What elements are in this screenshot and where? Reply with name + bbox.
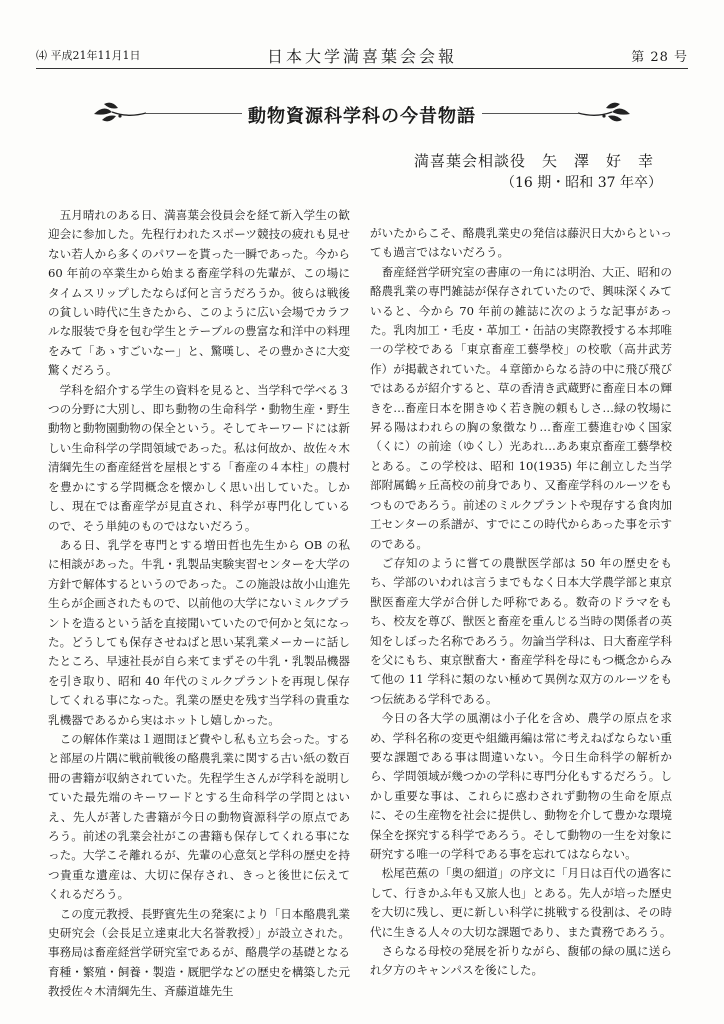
paragraph: 畜産経営学研究室の書庫の一角には明治、大正、昭和の酪農乳業の専門雑誌が保存されていたので、興味深くみていると、今から 70 年前の雑誌に次のような記事があった。乳肉加工・毛皮・革加工・缶詰の実際教授する本邦唯一の学校である「東京畜産工藝學校」の校歌（高井武芳作）が掲載されていた。４章節からなる詩の中に飛び飛びではあるが紹介すると、草の香清き武蔵野に畜産日本の輝きを…畜産日本を開きゆく若き腕の頼もしさ…緑の牧場に昇る陽はわれらの胸の象徴なり…畜産工藝進むゆく国家（くに）の前途（ゆくし）光あれ…ああ東京畜産工藝學校とある。この学校は、昭和 10(1935) 年に創立した当学部附属鶴ヶ丘高校の前身であり、又畜産学科のルーツをもつものであろう。前述のミルクプラントや現存する食肉加工センターの系譜が、すでにこの時代からあった事を示すのである。 xyxy=(370,264,672,551)
paragraph: 学科を紹介する学生の資料を見ると、当学科で学べる３つの分野に大別し、即ち動物の生命科学・動物生産・野生動物と動物園動物の保全という。そしてキーワードには新しい生命科学の学問領域であった。私は何故か、故佐々木清綱先生の畜産経営を屋根とする「畜産の４本柱」の農村を豊かにする学問概念を懐かしく思い出していた。しかし、現在では畜産学が見直され、科学が専門化しているので、そう単純のものではないだろう。 xyxy=(48,382,350,533)
paragraph: さらなる母校の発展を祈りながら、馥郁の緑の風に送られ夕方のキャンパスを後にした。 xyxy=(370,944,672,978)
page-header xyxy=(36,44,688,66)
paragraph: 今日の各大学の風潮は小子化を含め、農学の原点を求め、学科名称の変更や組織再編は常に考えねばならない重要な課題である事は間違いない。今日生命科学の解析から、学問領域が幾つかの学科に専門分化もするだろう。しかし重要な事は、これらに惑わされず動物の生命を原点に、その生産物を社会に提供し、動物を介して豊かな環境保全を探究する科学であろう。そして動物の一生を対象に研究する唯一の学科である事を忘れてはならない。 xyxy=(370,711,672,861)
paragraph: この解体作業は１週間ほど費やし私も立ち会った。すると部屋の片隅に戦前戦後の酪農乳業に関する古い紙の数百冊の書籍が収納されていた。先程学生さんが学科を説明していた最先端のキーワードとする生命科学の学問とはいえ、先人が著した書籍が今日の動物資源科学の原点であろう。前述の乳業会社がこの書籍も保存してくれる事になった。大学こそ離れるが、先輩の心意気と学科の歴史を持つ貴重な遺産は、大切に保存され、きっと後世に伝えてくれるだろう。 xyxy=(48,731,350,902)
article-title: 動物資源科学科の今昔物語 xyxy=(90,102,634,128)
paragraph: 松尾芭蕉の「奥の細道」の序文に「月日は百代の過客にして、行きかふ年も又旅人也」とある。先人が培った歴史を大切に残し、更に新しい科学に挑戦する役割は、その時代に生きる人々の大切な課題であり、また責務であろう。 xyxy=(370,866,672,939)
author-note: （16 期・昭和 37 年卒） xyxy=(501,175,662,191)
paragraph: この度元教授、長野賓先生の発案により「日本酪農乳業史研究会（会長足立達東北大名誉教授）」が設立された。事務局は畜産経営学研究室であるが、酪農学の基礎となる育種・繁殖・飼養・製造・厩肥学などの歴史を構築した元教授佐々木清綱先生、斉藤道雄先生 xyxy=(48,906,350,999)
article-author: 満喜葉会相談役 矢 澤 好 幸 xyxy=(413,152,654,170)
issue-number: 第 28 号 xyxy=(631,50,688,65)
header-rule xyxy=(36,68,688,69)
publication-title: 日本大学満喜葉会会報 xyxy=(266,47,457,66)
paragraph: ご存知のように嘗ての農獣医学部は 50 年の歴史をもち、学部のいわれは言うまでもなく日本大学農学部と東京獣医畜産大学が合併した呼称である。数奇のドラマをもち、校友を尊び、獣医と畜産を重んじる当時の関係者の英知をしぼった名称であろう。勿論当学科は、日大畜産学科を父にもち、東京獣畜大・畜産学科を母にもつ概念からみて他の 11 学科に類のない極めて異例な双方のルーツをもつ伝統ある学科である。 xyxy=(370,555,672,706)
article-title-banner xyxy=(90,94,634,130)
article-left-column xyxy=(48,206,350,1002)
paragraph: ある日、乳学を専門とする増田哲也先生から OB の私に相談があった。牛乳・乳製品実験実習センターを大学の方針で解体するというのであった。この施設は故小山進先生らが企画されたもので、以前他の大学にないミルクプラントを造るという話を直接聞いていたので何かと気になった。どうしても保存させねばと思い某乳業メーカーに話したところ、早速社長が自ら来てまずその牛乳・乳製品機器を引き取り、昭和 40 年代のミルクプラントを再現し保存してくれる事になった。乳業の歴史を残す当学科の貴重な乳機器であるから実はホットし嬉しかった。 xyxy=(48,537,350,727)
article-right-column xyxy=(370,224,672,981)
issue-date: ⑷ 平成21年11月1日 xyxy=(36,49,141,62)
paragraph: がいたからこそ、酪農乳業史の発信は藤沢日大からといっても過言ではないだろう。 xyxy=(370,226,672,260)
paragraph: 五月晴れのある日、満喜葉会役員会を経て新入学生の歓迎会に参加した。先程行われたスポーツ競技の疲れも見せない若人から多くのパワーを貰った一瞬であった。今から 60 年前の卒業生から始まる畜産学科の先輩が、この場にタイムスリップしたならば何と言うだろうか。彼らは戦後の貧しい時代に生きたから、このように広い会場でカラフルな服装で身を包む学生とテーブルの豊富な和洋中の料理をみて「あゝすごいなー」と、驚嘆し、その豊かさに大変驚くだろう。 xyxy=(48,208,350,378)
